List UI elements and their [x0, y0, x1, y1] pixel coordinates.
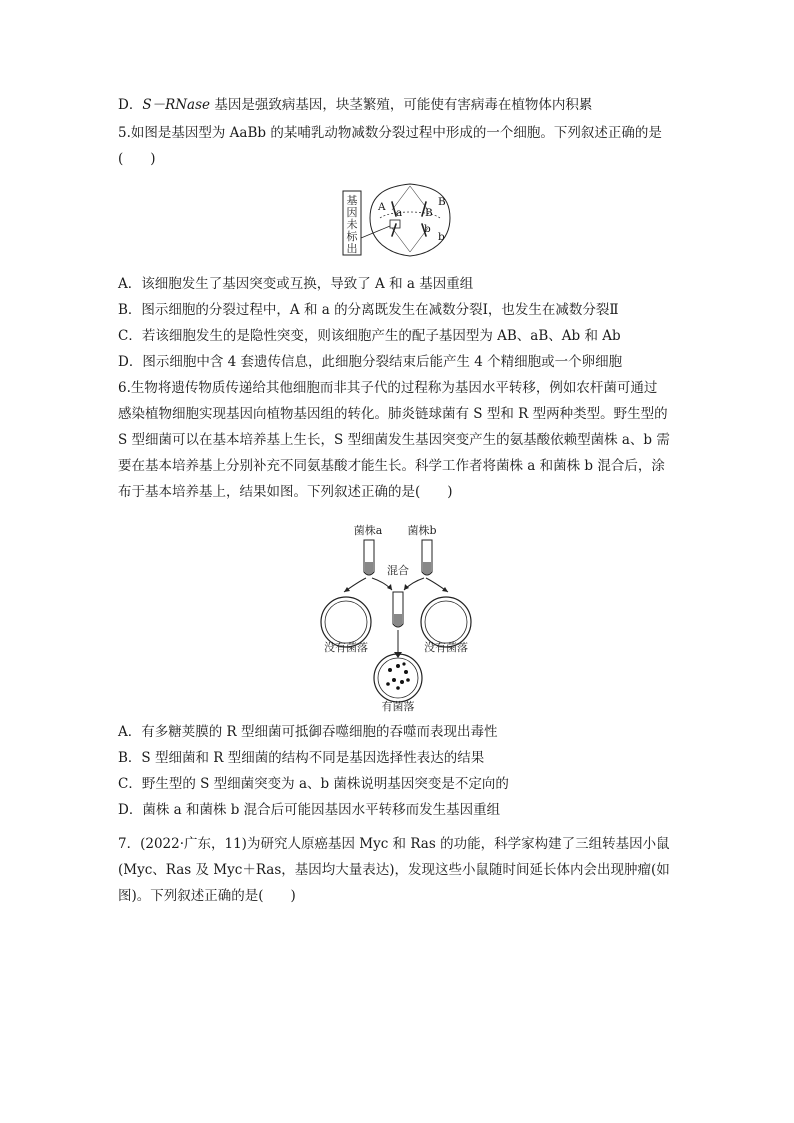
q6-options [118, 719, 683, 823]
colony-dot [396, 686, 400, 690]
q5-stem-line-2: ( ) [118, 151, 156, 167]
mixed-culture [394, 614, 402, 627]
q4-option-d [118, 96, 592, 114]
q6-option-c: C．野生型的 S 型细菌突变为 a、b 菌株说明基因突变是不定向的 [118, 776, 509, 792]
colony-dot [400, 680, 404, 684]
q5-stem-line-1: 5.如图是基因型为 AaBb 的某哺乳动物减数分裂过程中形成的一个细胞。下列叙述正确的是 [118, 125, 662, 141]
q6-stem-line-1: 6.生物将遗传物质传递给其他细胞而非其子代的过程称为基因水平转移，例如农杆菌可通过 [118, 380, 658, 396]
q7-stem-line-1: 7．(2022·广东，11)为研究人原癌基因 Myc 和 Ras 的功能，科学家构建了三组转基因小鼠 [118, 836, 670, 852]
side-label-char-3: 未 [346, 218, 358, 231]
q6-option-b: B．S 型细菌和 R 型细菌的结构不同是基因选择性表达的结果 [118, 750, 485, 766]
q6-stem-line-5: 布于基本培养基上，结果如图。下列叙述正确的是( ) [118, 484, 453, 500]
strain-b-label: 菌株b [407, 524, 437, 537]
gene-label-a: a [396, 207, 403, 219]
gene-label-A: A [378, 201, 386, 213]
petri-dish-left-inner [325, 601, 367, 643]
q6-experiment-figure [314, 518, 490, 716]
q6-stem [118, 375, 683, 505]
q4-option-d-text: 基因是强致病基因，块茎繁殖，可能使有害病毒在植物体内积累 [214, 97, 593, 113]
q5-options [118, 271, 683, 375]
petri-dish-right [421, 597, 471, 647]
has-colony-label: 有菌落 [381, 700, 415, 713]
side-label-char-1: 基 [346, 194, 358, 207]
q7-stem-line-3: 图)。下列叙述正确的是( ) [118, 888, 296, 904]
q7-stem [118, 831, 683, 909]
arrowhead-left [344, 587, 350, 592]
q5-option-d: D．图示细胞中含 4 套遗传信息，此细胞分裂结束后能产生 4 个精细胞或一个卵细胞 [118, 354, 623, 370]
q5-option-a: A．该细胞发生了基因突变或互换，导致了 A 和 a 基因重组 [118, 276, 474, 292]
no-colony-right-label: 没有菌落 [424, 641, 468, 654]
q6-option-a: A．有多糖荚膜的 R 型细菌可抵御吞噬细胞的吞噬而表现出毒性 [118, 724, 498, 740]
q6-stem-line-3: S 型细菌可以在基本培养基上生长，S 型细菌发生基因突变产生的氨基酸依赖型菌株 a、b 需 [118, 432, 670, 448]
q5-option-c: C．若该细胞发生的是隐性突变，则该细胞产生的配子基因型为 AB、aB、Ab 和 Ab [118, 328, 621, 344]
culture-a [365, 562, 373, 575]
arrowhead-bottom [394, 652, 402, 658]
q6-option-d: D．菌株 a 和菌株 b 混合后可能因基因水平转移而发生基因重组 [118, 802, 501, 818]
arrowhead-right [442, 587, 448, 592]
side-label-char-4: 标 [346, 230, 358, 243]
colony-dot [388, 668, 392, 672]
petri-dish-right-inner [425, 601, 467, 643]
gene-label-b-right: b [438, 231, 445, 243]
q4-option-d-label: D． [118, 97, 143, 113]
q7-stem-line-2: (Myc、Ras 及 Myc＋Ras，基因均大量表达)，发现这些小鼠随时间延长体内会出现肿瘤(如 [118, 862, 670, 878]
colony-dot [406, 678, 410, 682]
petri-dish-bottom [374, 654, 422, 702]
side-label-char-2: 因 [346, 206, 358, 219]
q6-stem-line-2: 感染植物细胞实现基因向植物基因组的转化。肺炎链球菌有 S 型和 R 型两种类型。野生型的 [118, 406, 668, 422]
cell-membrane [370, 184, 450, 256]
colony-dot [402, 662, 405, 665]
strain-a-label: 菌株a [353, 524, 383, 537]
no-colony-left-label: 没有菌落 [324, 641, 368, 654]
gene-label-B-top: B [438, 196, 446, 208]
q5-option-b: B．图示细胞的分裂过程中，A 和 a 的分离既发生在减数分裂Ⅰ，也发生在减数分裂Ⅱ [118, 302, 619, 318]
chromosome-3 [392, 224, 396, 236]
petri-dish-left [321, 597, 371, 647]
arrowhead-mix-right [404, 584, 409, 590]
culture-b [423, 562, 431, 575]
mix-label: 混合 [387, 564, 409, 577]
gene-label-B-mid: B [425, 207, 433, 219]
q5-cell-figure [340, 180, 460, 260]
colony-dot [404, 670, 408, 674]
colony-dot [386, 682, 390, 686]
q4-option-d-gene: S－RNase [142, 97, 211, 113]
arrowhead-mix-left [387, 584, 392, 590]
pointer-line [361, 226, 390, 238]
colony-dot [396, 664, 400, 668]
spindle-fibers [392, 186, 428, 252]
side-label-char-5: 出 [346, 242, 358, 255]
colony-dot [392, 678, 396, 682]
q6-stem-line-4: 要在基本培养基上分别补充不同氨基酸才能生长。科学工作者将菌株 a 和菌株 b 混合后，涂 [118, 458, 665, 474]
gene-label-b-left: b [424, 223, 431, 235]
